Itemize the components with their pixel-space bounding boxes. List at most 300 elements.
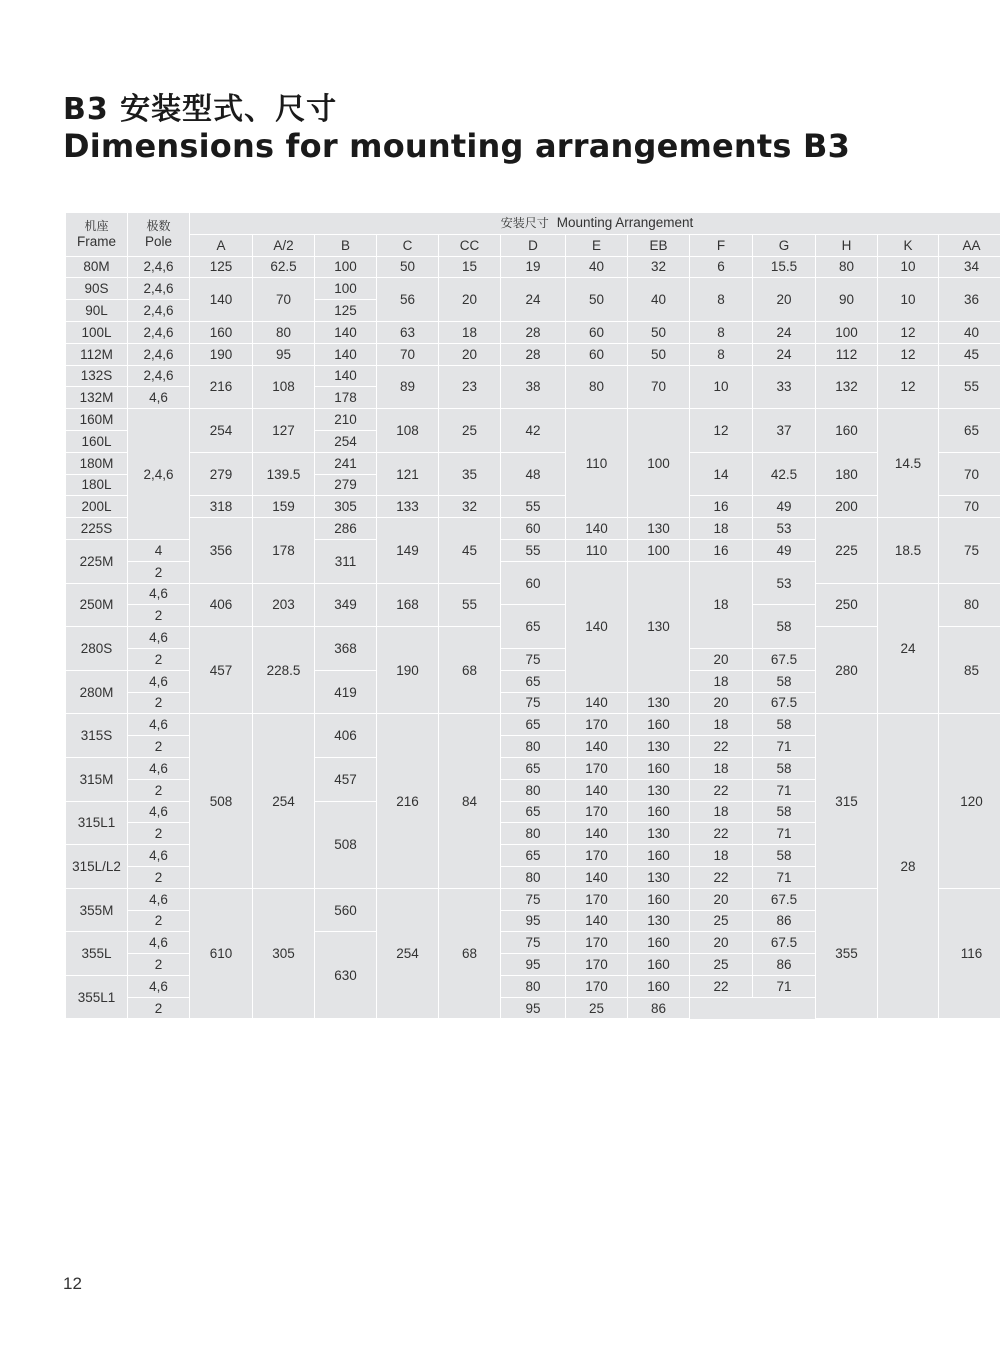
table-row [66, 343, 1000, 365]
cell-eb: 130 [628, 910, 690, 932]
cell-d: 80 [501, 866, 566, 888]
cell-g: 37 [753, 409, 816, 453]
cell-c: 70 [377, 343, 439, 365]
cell-eb: 130 [628, 561, 690, 692]
cell-d: 75 [501, 932, 566, 954]
cell-g: 71 [753, 975, 816, 997]
cell-eb: 32 [628, 256, 690, 278]
cell-f: 25 [690, 954, 753, 976]
cell-h: 200 [816, 496, 878, 518]
cell-g: 53 [753, 518, 816, 540]
cell-h: 100 [816, 321, 878, 343]
column-header: EB [628, 234, 690, 256]
cell-h: 355 [816, 888, 878, 1019]
cell-k: 12 [878, 321, 939, 343]
cell-aa: 34 [939, 256, 1000, 278]
cell-a2: 127 [253, 409, 315, 453]
cell-g: 49 [753, 539, 816, 561]
cell-h: 315 [816, 714, 878, 888]
pole-cell: 2,4,6 [128, 409, 190, 540]
cell-a: 610 [190, 888, 253, 1019]
cell-cc: 68 [439, 627, 501, 714]
frame-cell: 100L [66, 321, 128, 343]
cell-cc: 35 [439, 452, 501, 496]
cell-eb: 130 [628, 779, 690, 801]
cell-aa: 70 [939, 496, 1000, 518]
table-row [66, 278, 1000, 300]
cell-aa: 120 [939, 714, 1000, 888]
cell-cc: 45 [439, 518, 501, 583]
cell-c: 89 [377, 365, 439, 409]
cell-g: 67.5 [753, 692, 816, 714]
cell-a2: 178 [253, 518, 315, 583]
cell-a: 508 [190, 714, 253, 888]
cell-e: 140 [566, 779, 628, 801]
cell-c: 149 [377, 518, 439, 583]
cell-aa: 85 [939, 627, 1000, 714]
cell-e: 140 [566, 561, 628, 692]
table-row [66, 714, 1000, 736]
pole-cell: 2,4,6 [128, 343, 190, 365]
pole-cell: 4,6 [128, 627, 190, 649]
pole-cell: 4,6 [128, 714, 190, 736]
cell-b: 349 [315, 583, 377, 627]
table-column-header-row [66, 234, 1000, 256]
frame-cell: 90L [66, 300, 128, 322]
cell-e: 110 [566, 539, 628, 561]
cell-d: 60 [501, 518, 566, 540]
cell-aa: 70 [939, 452, 1000, 496]
pole-cell: 2 [128, 954, 190, 976]
cell-e: 60 [566, 343, 628, 365]
cell-h: 160 [816, 409, 878, 453]
cell-c: 56 [377, 278, 439, 322]
cell-eb: 160 [628, 888, 690, 910]
cell-aa: 80 [939, 583, 1000, 627]
cell-eb: 130 [628, 823, 690, 845]
pole-cell: 2 [128, 692, 190, 714]
cell-f: 25 [690, 910, 753, 932]
cell-a2: 228.5 [253, 627, 315, 714]
cell-a2: 159 [253, 496, 315, 518]
frame-cell: 315S [66, 714, 128, 758]
cell-eb: 130 [628, 866, 690, 888]
cell-g: 42.5 [753, 452, 816, 496]
cell-e: 140 [566, 823, 628, 845]
pole-cell: 2 [128, 561, 190, 583]
cell-f: 20 [690, 888, 753, 910]
frame-cell: 315L1 [66, 801, 128, 845]
dimensions-table [65, 212, 1000, 1019]
column-header: D [501, 234, 566, 256]
cell-k: 10 [878, 278, 939, 322]
table-row [66, 256, 1000, 278]
cell-eb: 160 [628, 757, 690, 779]
cell-eb: 100 [628, 409, 690, 518]
cell-g: 71 [753, 866, 816, 888]
cell-cc: 84 [439, 714, 501, 888]
cell-g: 58 [753, 670, 816, 692]
cell-d: 28 [501, 343, 566, 365]
cell-aa: 36 [939, 278, 1000, 322]
frame-header-cn: 机座 [84, 219, 109, 234]
cell-d: 60 [501, 561, 566, 605]
cell-a: 125 [190, 256, 253, 278]
cell-eb: 50 [628, 321, 690, 343]
cell-b: 286 [315, 518, 377, 540]
cell-e: 170 [566, 845, 628, 867]
cell-d: 65 [501, 845, 566, 867]
cell-d: 19 [501, 256, 566, 278]
cell-f: 18 [690, 757, 753, 779]
cell-b: 457 [315, 757, 377, 801]
cell-g: 71 [753, 736, 816, 758]
cell-b: 279 [315, 474, 377, 496]
cell-a: 190 [190, 343, 253, 365]
pole-cell: 4,6 [128, 387, 190, 409]
frame-cell: 280S [66, 627, 128, 671]
cell-a: 254 [190, 409, 253, 453]
cell-e: 170 [566, 932, 628, 954]
cell-a: 140 [190, 278, 253, 322]
frame-cell: 80M [66, 256, 128, 278]
cell-g: 67.5 [753, 888, 816, 910]
pole-cell: 2 [128, 910, 190, 932]
cell-g: 58 [753, 714, 816, 736]
cell-d: 80 [501, 975, 566, 997]
cell-a: 356 [190, 518, 253, 583]
table-row [66, 496, 1000, 518]
cell-e: 170 [566, 757, 628, 779]
cell-b: 254 [315, 430, 377, 452]
cell-a2: 139.5 [253, 452, 315, 496]
cell-g: 58 [753, 605, 816, 649]
pole-cell: 2,4,6 [128, 256, 190, 278]
cell-h: 80 [816, 256, 878, 278]
pole-header-cn: 极数 [146, 219, 171, 234]
column-header: K [878, 234, 939, 256]
cell-a2: 203 [253, 583, 315, 627]
cell-e: 50 [566, 278, 628, 322]
cell-d: 95 [501, 997, 566, 1019]
column-header: B [315, 234, 377, 256]
cell-d: 65 [501, 670, 566, 692]
pole-cell: 2 [128, 779, 190, 801]
cell-f: 6 [690, 256, 753, 278]
cell-eb: 40 [628, 278, 690, 322]
column-header: A/2 [253, 234, 315, 256]
cell-d: 38 [501, 365, 566, 409]
cell-a: 216 [190, 365, 253, 409]
cell-e: 170 [566, 801, 628, 823]
cell-f: 22 [690, 975, 753, 997]
table-row [66, 321, 1000, 343]
cell-g: 58 [753, 845, 816, 867]
cell-eb: 130 [628, 692, 690, 714]
pole-cell: 4 [128, 539, 190, 561]
cell-g: 86 [628, 997, 690, 1019]
cell-aa: 116 [939, 888, 1000, 1019]
cell-a2: 70 [253, 278, 315, 322]
dimensions-table-container [65, 212, 1000, 1019]
cell-cc: 18 [439, 321, 501, 343]
cell-h: 180 [816, 452, 878, 496]
cell-f: 12 [690, 409, 753, 453]
cell-g: 15.5 [753, 256, 816, 278]
cell-e: 40 [566, 256, 628, 278]
cell-d: 48 [501, 452, 566, 496]
cell-g: 58 [753, 801, 816, 823]
cell-c: 133 [377, 496, 439, 518]
cell-b: 560 [315, 888, 377, 932]
cell-d: 24 [501, 278, 566, 322]
cell-b: 406 [315, 714, 377, 758]
pole-cell: 4,6 [128, 583, 190, 605]
cell-aa: 75 [939, 518, 1000, 583]
frame-cell: 132S [66, 365, 128, 387]
cell-g: 24 [753, 343, 816, 365]
cell-cc: 68 [439, 888, 501, 1019]
pole-cell: 4,6 [128, 845, 190, 867]
frame-cell: 180L [66, 474, 128, 496]
cell-a: 160 [190, 321, 253, 343]
page-number: 12 [63, 1274, 82, 1293]
cell-eb: 160 [628, 975, 690, 997]
cell-cc: 20 [439, 278, 501, 322]
cell-b: 241 [315, 452, 377, 474]
frame-header [66, 213, 128, 257]
cell-f: 8 [690, 321, 753, 343]
cell-eb: 130 [628, 736, 690, 758]
cell-g: 67.5 [753, 648, 816, 670]
page-title-english: Dimensions for mounting arrangements B3 [63, 127, 851, 165]
cell-g: 58 [753, 757, 816, 779]
cell-d: 80 [501, 736, 566, 758]
cell-b: 630 [315, 932, 377, 1019]
cell-k: 10 [878, 256, 939, 278]
cell-cc: 25 [439, 409, 501, 453]
cell-a: 318 [190, 496, 253, 518]
cell-b: 311 [315, 539, 377, 583]
cell-d: 28 [501, 321, 566, 343]
cell-a2: 108 [253, 365, 315, 409]
cell-eb: 50 [628, 343, 690, 365]
cell-e: 140 [566, 518, 628, 540]
pole-cell: 4,6 [128, 801, 190, 823]
cell-b: 305 [315, 496, 377, 518]
cell-e: 60 [566, 321, 628, 343]
pole-cell: 2 [128, 605, 190, 627]
cell-eb: 160 [628, 932, 690, 954]
cell-f: 20 [690, 648, 753, 670]
cell-e: 110 [566, 409, 628, 518]
cell-f: 16 [690, 539, 753, 561]
table-row [66, 888, 1000, 910]
cell-d: 75 [501, 648, 566, 670]
cell-a2: 95 [253, 343, 315, 365]
cell-g: 20 [753, 278, 816, 322]
pole-cell: 2 [128, 736, 190, 758]
cell-d: 95 [501, 910, 566, 932]
cell-e: 170 [566, 888, 628, 910]
pole-cell: 2 [128, 866, 190, 888]
cell-e: 140 [566, 910, 628, 932]
column-header: G [753, 234, 816, 256]
pole-cell: 2,4,6 [128, 300, 190, 322]
cell-k: 12 [878, 343, 939, 365]
cell-e: 170 [566, 714, 628, 736]
pole-cell: 4,6 [128, 670, 190, 692]
cell-k: 12 [878, 365, 939, 409]
cell-cc: 23 [439, 365, 501, 409]
cell-h: 280 [816, 627, 878, 714]
cell-h: 132 [816, 365, 878, 409]
cell-eb: 160 [628, 845, 690, 867]
frame-cell: 160M [66, 409, 128, 431]
column-header: H [816, 234, 878, 256]
column-header: CC [439, 234, 501, 256]
cell-d: 80 [501, 779, 566, 801]
cell-aa: 65 [939, 409, 1000, 453]
pole-cell: 2 [128, 997, 190, 1019]
frame-cell: 280M [66, 670, 128, 714]
column-header: E [566, 234, 628, 256]
cell-d: 65 [501, 801, 566, 823]
cell-h: 250 [816, 583, 878, 627]
cell-eb: 160 [628, 801, 690, 823]
page-title-chinese: B3 安装型式、尺寸 [63, 92, 338, 127]
cell-cc: 20 [439, 343, 501, 365]
cell-e: 140 [566, 736, 628, 758]
cell-e: 140 [566, 866, 628, 888]
column-header: C [377, 234, 439, 256]
cell-b: 368 [315, 627, 377, 671]
cell-d: 65 [501, 757, 566, 779]
cell-d: 75 [501, 692, 566, 714]
frame-cell: 112M [66, 343, 128, 365]
cell-d: 65 [501, 605, 566, 649]
frame-cell: 355L1 [66, 975, 128, 1019]
cell-f: 20 [690, 692, 753, 714]
cell-eb: 160 [628, 714, 690, 736]
cell-eb: 130 [628, 518, 690, 540]
cell-g: 49 [753, 496, 816, 518]
cell-k: 14.5 [878, 409, 939, 518]
cell-d: 80 [501, 823, 566, 845]
cell-d: 95 [501, 954, 566, 976]
cell-d: 75 [501, 888, 566, 910]
cell-a: 279 [190, 452, 253, 496]
cell-e: 80 [566, 365, 628, 409]
frame-cell: 225M [66, 539, 128, 583]
cell-a: 406 [190, 583, 253, 627]
cell-a2: 305 [253, 888, 315, 1019]
cell-g: 71 [753, 823, 816, 845]
pole-cell: 4,6 [128, 757, 190, 779]
cell-f: 22 [690, 736, 753, 758]
cell-a2: 62.5 [253, 256, 315, 278]
cell-f: 18 [690, 561, 753, 648]
mounting-arrangement-header-en: Mounting Arrangement [556, 215, 694, 231]
cell-eb: 160 [628, 954, 690, 976]
cell-c: 108 [377, 409, 439, 453]
cell-b: 125 [315, 300, 377, 322]
frame-cell: 90S [66, 278, 128, 300]
column-header: A [190, 234, 253, 256]
mounting-arrangement-header-cn: 安装尺寸 [500, 216, 549, 231]
cell-f: 18 [690, 845, 753, 867]
column-header: F [690, 234, 753, 256]
cell-b: 508 [315, 801, 377, 888]
cell-a2: 80 [253, 321, 315, 343]
cell-f: 8 [690, 278, 753, 322]
pole-cell: 2,4,6 [128, 278, 190, 300]
pole-cell: 2 [128, 823, 190, 845]
cell-c: 121 [377, 452, 439, 496]
cell-g: 86 [753, 910, 816, 932]
table-row [66, 409, 1000, 431]
cell-f: 18 [690, 801, 753, 823]
cell-f: 22 [690, 823, 753, 845]
cell-k: 24 [878, 583, 939, 714]
pole-header [128, 213, 190, 257]
cell-c: 63 [377, 321, 439, 343]
cell-f: 22 [690, 779, 753, 801]
cell-g: 71 [753, 779, 816, 801]
cell-b: 210 [315, 409, 377, 431]
cell-f: 8 [690, 343, 753, 365]
frame-cell: 355M [66, 888, 128, 932]
cell-g: 67.5 [753, 932, 816, 954]
cell-d: 55 [501, 539, 566, 561]
cell-cc: 55 [439, 583, 501, 627]
mounting-arrangement-header [190, 213, 1000, 235]
cell-cc: 32 [439, 496, 501, 518]
cell-cc: 15 [439, 256, 501, 278]
cell-g: 53 [753, 561, 816, 605]
cell-f: 18 [690, 714, 753, 736]
table-row [66, 452, 1000, 474]
cell-aa: 55 [939, 365, 1000, 409]
cell-k: 18.5 [878, 518, 939, 583]
cell-f: 18 [690, 518, 753, 540]
frame-cell: 225S [66, 518, 128, 540]
cell-a2: 254 [253, 714, 315, 888]
cell-b: 419 [315, 670, 377, 714]
cell-f: 14 [690, 452, 753, 496]
cell-eb: 70 [628, 365, 690, 409]
column-header: AA [939, 234, 1000, 256]
pole-cell: 4,6 [128, 932, 190, 954]
cell-k: 28 [878, 714, 939, 1019]
table-header-row [66, 213, 1000, 235]
pole-cell: 4,6 [128, 975, 190, 997]
cell-c: 50 [377, 256, 439, 278]
frame-cell: 200L [66, 496, 128, 518]
cell-c: 254 [377, 888, 439, 1019]
cell-aa: 45 [939, 343, 1000, 365]
cell-eb: 100 [628, 539, 690, 561]
cell-c: 216 [377, 714, 439, 888]
cell-c: 190 [377, 627, 439, 714]
cell-h: 90 [816, 278, 878, 322]
cell-f: 22 [690, 866, 753, 888]
pole-cell: 2 [128, 648, 190, 670]
pole-cell: 2,4,6 [128, 321, 190, 343]
frame-cell: 315M [66, 757, 128, 801]
frame-cell: 355L [66, 932, 128, 976]
cell-d: 42 [501, 409, 566, 453]
